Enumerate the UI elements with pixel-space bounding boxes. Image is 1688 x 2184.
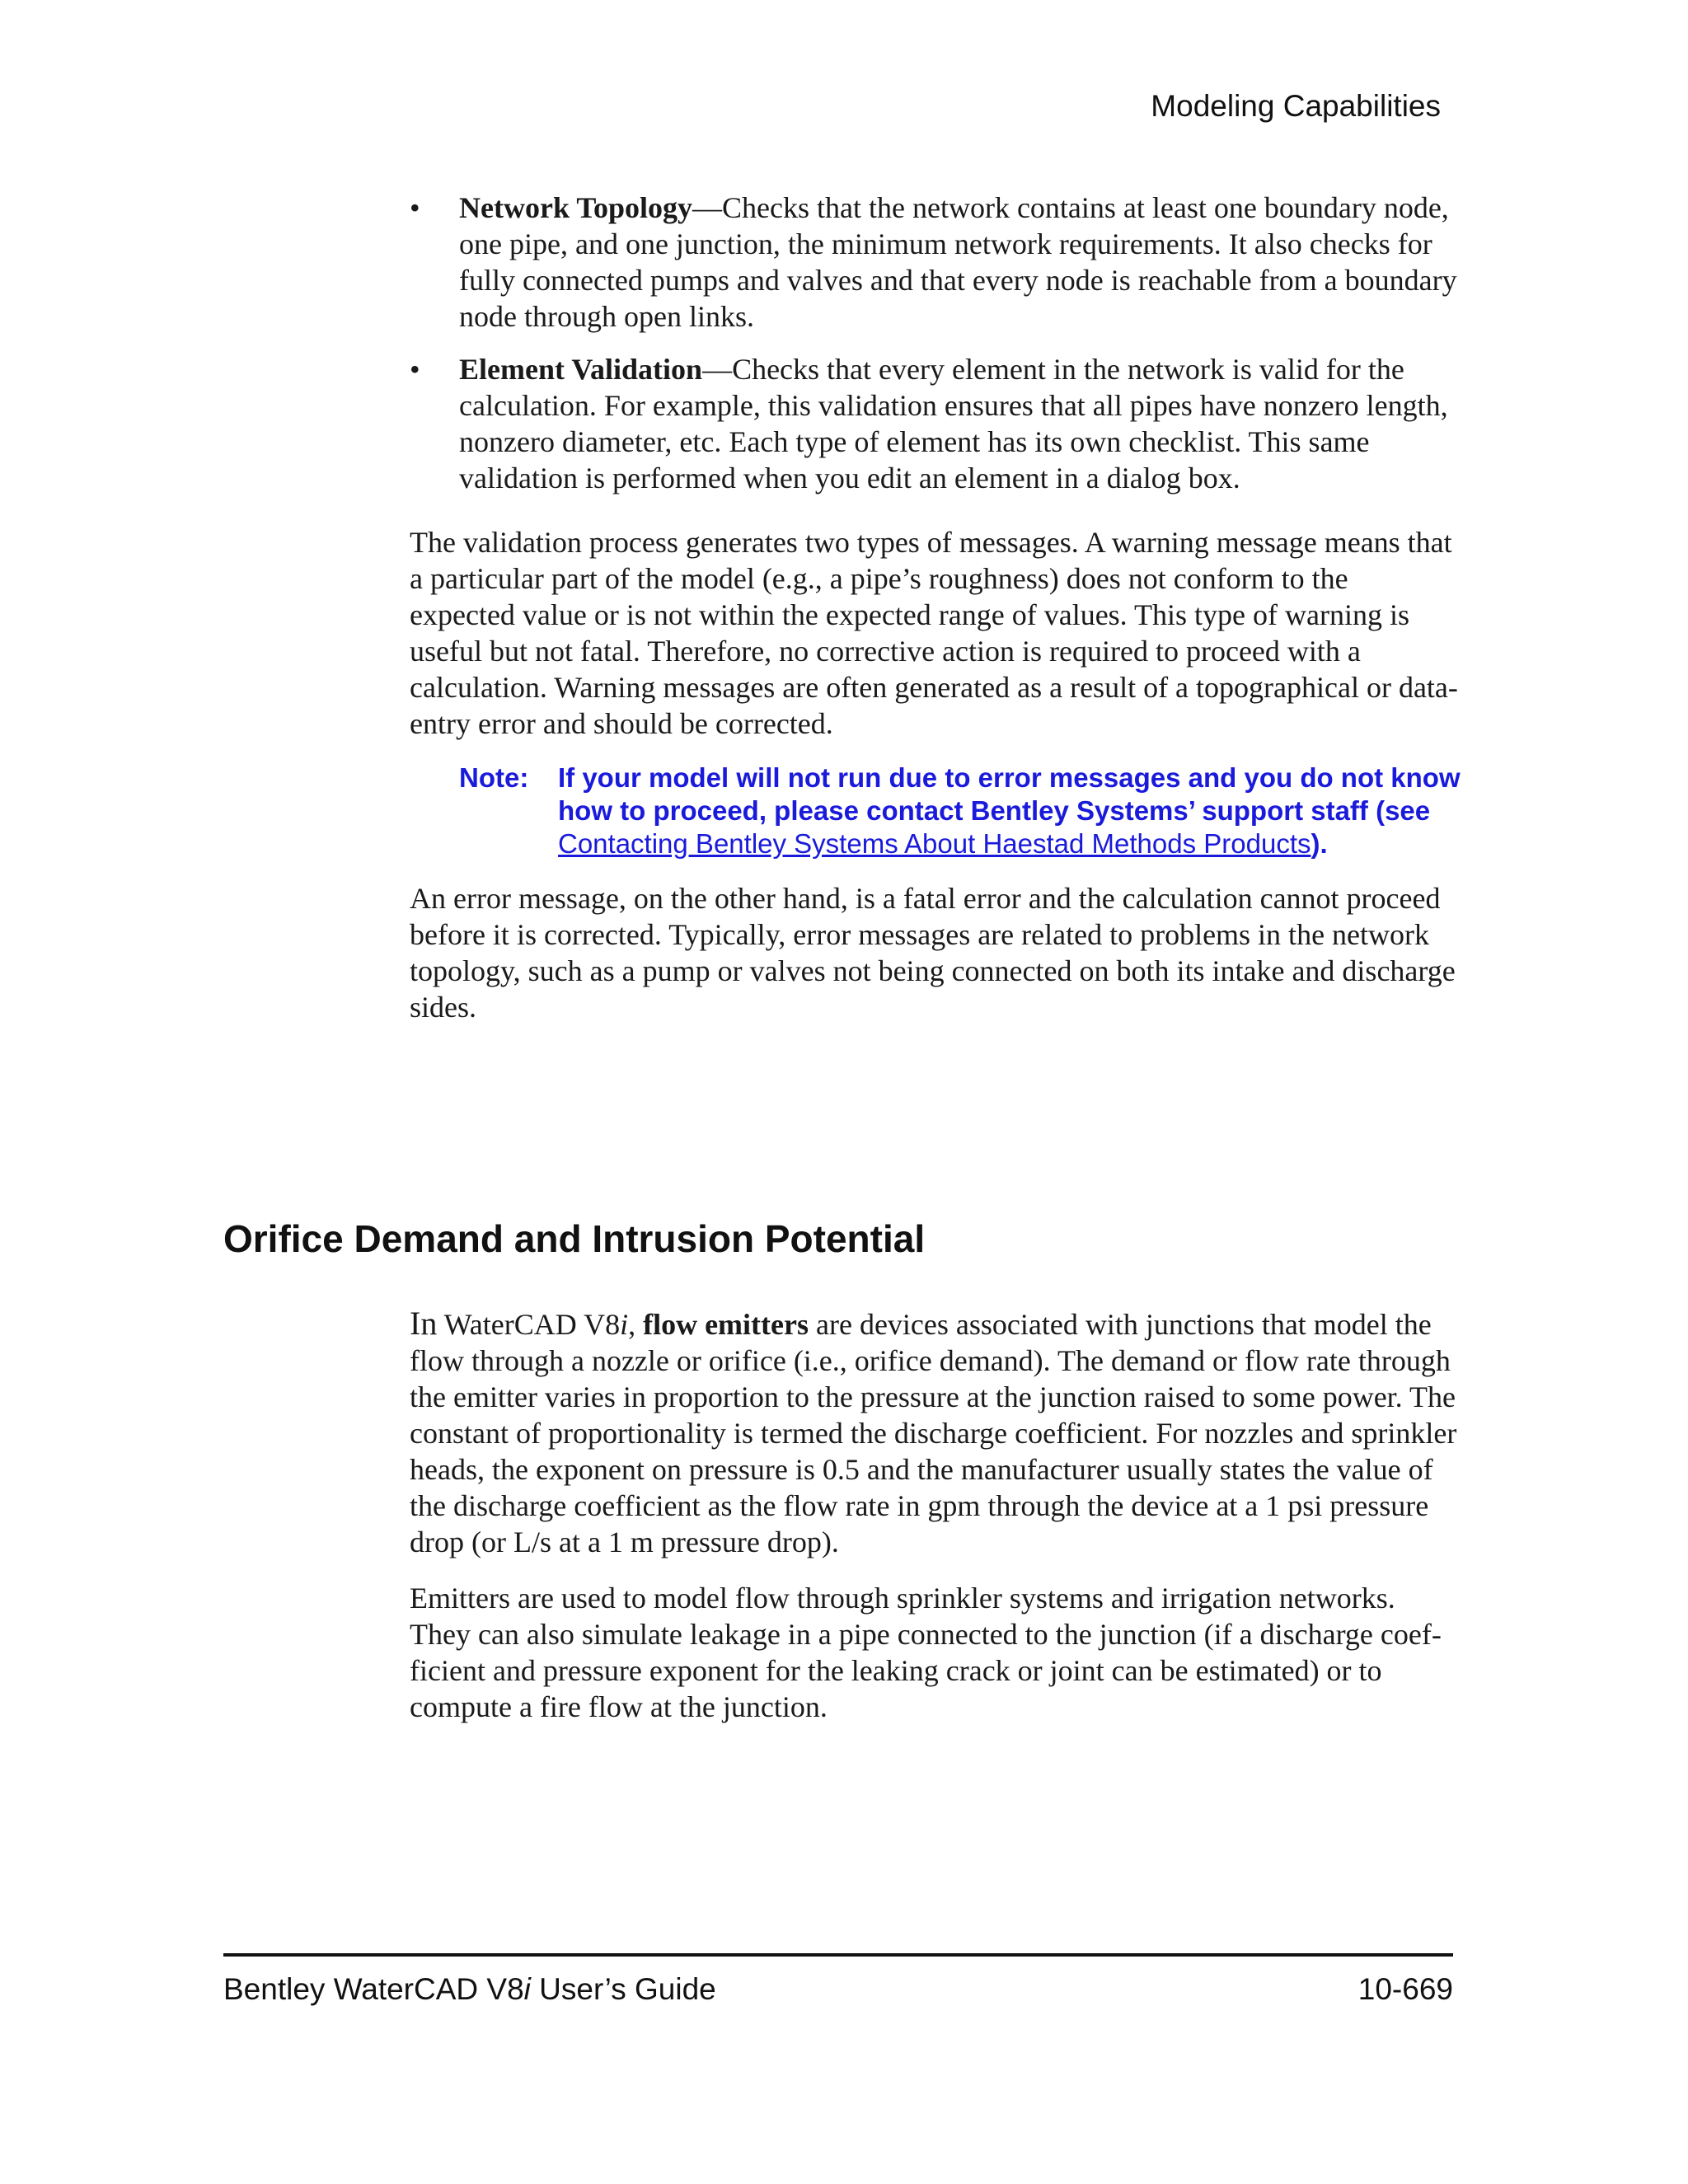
comma: , <box>628 1308 636 1341</box>
guide-prefix: Bentley WaterCAD V8 <box>223 1972 524 2006</box>
section-content <box>410 1305 1461 1745</box>
emitters-paragraph-rest: are devices associated with junctions that model the flow through a nozzle or orifice (i.e., orifice demand). The demand or flow rate through the emitter varies in proportion to the pressure at the junction raised to some power. The constant of proportionality is termed the discharge coefficient. For nozzles and sprinkler heads, the exponent on pressure is 0.5 and the manufacturer usually states the value of the discharge coefficient as the flow rate in gpm through the device at a 1 psi pressure drop (or L/s at a 1 m pressure drop). <box>410 1308 1457 1558</box>
product-suffix: i <box>620 1308 629 1341</box>
bullet-text: —Checks that every element in the network is valid for the calculation. For example, this validation ensures that all pipes have nonzero length, nonzero diameter, etc. Each type of element has its own checklist. This same validation is performed when you edit an element in a dialog box. <box>459 353 1448 494</box>
emitters-uses-paragraph: Emitters are used to model flow through sprinkler systems and irrigation networks. They can also simulate leakage in a pipe connected to the junction (if a discharge coefficient and pressure exponent for the leaking crack or joint can be estimated) or to compute a fire flow at the junction. <box>410 1582 1442 1723</box>
note-text-after: ). <box>1311 828 1328 859</box>
note-callout <box>459 762 1461 860</box>
note-text-before: If your model will not run due to error messages and you do not know how to proceed, please contact Bentley Systems’ support staff (see <box>558 762 1461 826</box>
section-heading: Orifice Demand and Intrusion Potential <box>223 1217 926 1260</box>
running-header: Modeling Capabilities <box>1151 89 1441 123</box>
page-number: 10-669 <box>1357 1972 1453 2006</box>
error-paragraph: An error message, on the other hand, is a fatal error and the calculation cannot proceed before it is corrected. Typically, error messages are related to problems in the network topology, such as a pump or valves not being connected on both its intake and discharge sides. <box>410 882 1456 1024</box>
main-content <box>410 190 1461 1045</box>
footer-guide-title <box>223 1972 716 2007</box>
guide-italic: i <box>523 1972 531 2006</box>
product-name: WaterCAD V8 <box>437 1308 621 1341</box>
bullet-icon: • <box>410 191 420 224</box>
list-item <box>410 351 1461 496</box>
validation-paragraph: The validation process generates two types of messages. A warning message means that a particular part of the model (e.g., a pipe’s roughness) does not conform to the expected value or is not within the expected range of values. This type of warning is useful but not fatal. Therefore, no corrective action is required to proceed with a calculation. Warning messages are often generated as a result of a topographical or data-entry error and should be corrected. <box>410 526 1458 740</box>
guide-suffix: User’s Guide <box>530 1972 716 2006</box>
emitters-paragraph <box>410 1305 1461 1560</box>
note-text <box>558 762 1461 860</box>
bullet-term: Element Validation <box>459 353 703 386</box>
bullet-list <box>410 190 1461 496</box>
bullet-text: —Checks that the network contains at least one boundary node, one pipe, and one junction, the minimum network requirements. It also checks for fully connected pumps and valves and that every node is reachable from a boundary node through open links. <box>459 191 1457 333</box>
flow-emitters-term: flow emitters <box>643 1308 809 1341</box>
bullet-icon: • <box>410 353 420 386</box>
list-item <box>410 190 1461 335</box>
note-label: Note: <box>459 762 529 793</box>
intro-word: In <box>410 1305 438 1342</box>
bullet-term: Network Topology <box>459 191 693 224</box>
support-contact-link[interactable]: Contacting Bentley Systems About Haestad Methods Products <box>558 828 1311 859</box>
footer-divider <box>223 1953 1453 1957</box>
